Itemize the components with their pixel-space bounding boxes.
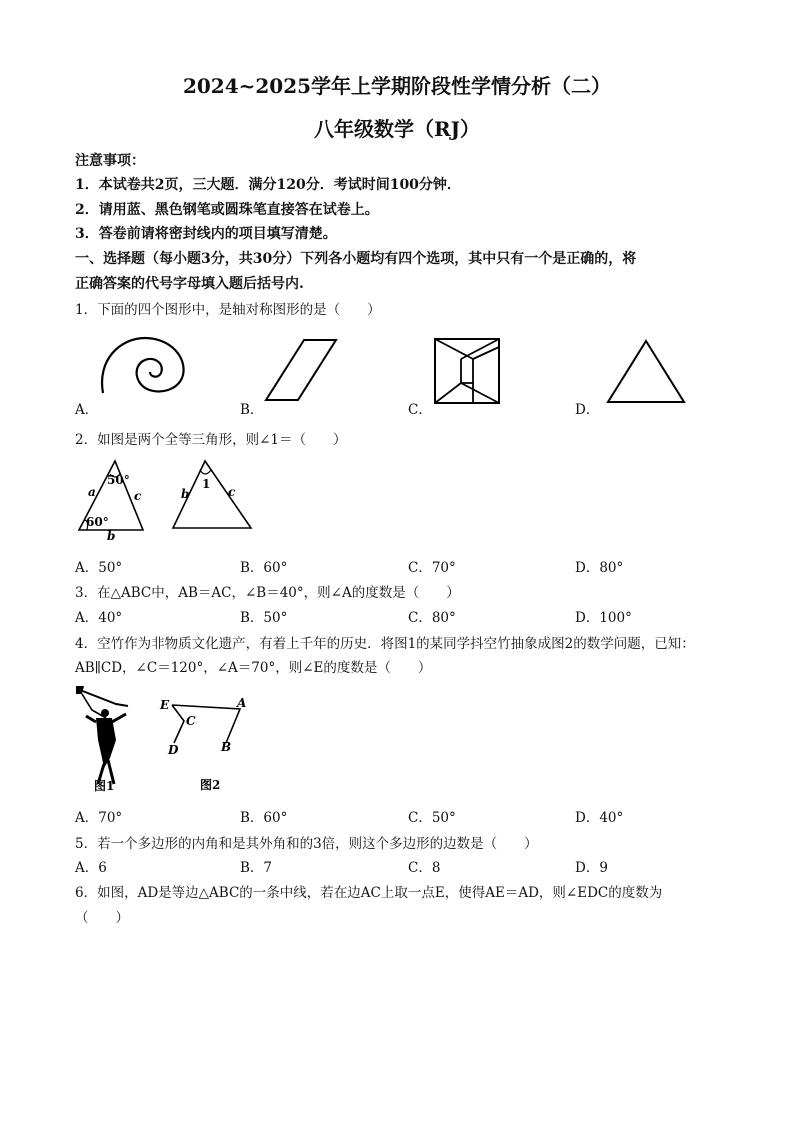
- q2-option-d: D．80°: [575, 560, 624, 576]
- q1-figure-d-triangle: [606, 338, 686, 404]
- question-4-stem-2: AB∥CD，∠C＝120°，∠A＝70°，则∠E的度数是（ ）: [75, 660, 432, 676]
- note-item-2: 2．请用蓝、黑色钢笔或圆珠笔直接答在试卷上。: [75, 202, 379, 218]
- q1-figure-a-spiral: [95, 335, 190, 395]
- question-5-stem: 5．若一个多边形的内角和是其外角和的3倍，则这个多边形的边数是（ ）: [75, 836, 538, 852]
- page-title: 2024~2025学年上学期阶段性学情分析（二）: [182, 74, 612, 98]
- q2-label-b2: b: [181, 487, 190, 501]
- q2-figure-triangles: [75, 458, 260, 543]
- section1-line1: 一、选择题（每小题3分，共30分）下列各小题均有四个选项，其中只有一个是正确的，将: [75, 251, 637, 267]
- q4-label-d: D: [168, 743, 179, 757]
- q3-option-d: D．100°: [575, 610, 632, 626]
- question-3-stem: 3．在△ABC中，AB＝AC，∠B＝40°，则∠A的度数是（ ）: [75, 585, 460, 601]
- q4-option-d: D．40°: [575, 810, 624, 826]
- q2-label-one: 1: [202, 477, 211, 491]
- question-4-stem: 4．空竹作为非物质文化遗产，有着上千年的历史．将图1的某同学抖空竹抽象成图2的数学问题，已知：: [75, 636, 695, 652]
- q2-label-angle-left: 60°: [86, 515, 109, 529]
- q5-option-d: D．9: [575, 860, 608, 876]
- q5-option-b: B．7: [240, 860, 273, 876]
- q2-label-angle-top: 50°: [107, 473, 130, 487]
- q4-label-fig1: 图1: [94, 779, 115, 793]
- q5-option-a: A．6: [75, 860, 107, 876]
- q2-label-c: c: [134, 489, 142, 503]
- q1-option-b: B．: [240, 402, 264, 418]
- q2-label-a: a: [88, 485, 96, 499]
- q3-option-a: A．40°: [75, 610, 123, 626]
- page-subtitle: 八年级数学（RJ）: [313, 117, 481, 141]
- q2-label-c2: c: [228, 485, 236, 499]
- q4-label-e: E: [160, 698, 170, 712]
- q4-label-b: B: [221, 740, 232, 754]
- q2-label-b: b: [107, 529, 116, 543]
- question-1-stem: 1．下面的四个图形中，是轴对称图形的是（ ）: [75, 302, 381, 318]
- q1-figure-b-parallelogram: [262, 338, 340, 403]
- q4-label-c: C: [186, 714, 196, 728]
- q3-option-b: B．50°: [240, 610, 288, 626]
- q4-option-b: B．60°: [240, 810, 288, 826]
- q4-label-fig2: 图2: [200, 778, 221, 792]
- q4-option-c: C．50°: [408, 810, 456, 826]
- notes-heading: 注意事项：: [75, 153, 145, 169]
- q2-option-a: A．50°: [75, 560, 123, 576]
- note-item-3: 3．答卷前请将密封线内的项目填写清楚。: [75, 226, 337, 242]
- q5-option-c: C．8: [408, 860, 441, 876]
- q1-figure-c-square-pinwheel: [433, 337, 503, 405]
- q2-option-b: B．60°: [240, 560, 288, 576]
- q4-label-a: A: [237, 696, 247, 710]
- q1-option-c: C．: [408, 402, 432, 418]
- q1-option-a: A．: [75, 402, 99, 418]
- question-2-stem: 2．如图是两个全等三角形，则∠1＝（ ）: [75, 432, 347, 448]
- section1-line2: 正确答案的代号字母填入题后括号内.: [75, 276, 304, 292]
- q2-option-c: C．70°: [408, 560, 456, 576]
- q4-figure-1-diabolo-player: [72, 684, 142, 794]
- question-6-stem-2: （ ）: [75, 910, 129, 926]
- q3-option-c: C．80°: [408, 610, 456, 626]
- q4-option-a: A．70°: [75, 810, 123, 826]
- note-item-1: 1．本试卷共2页，三大题．满分120分．考试时间100分钟．: [75, 177, 461, 193]
- q1-option-d: D．: [575, 402, 600, 418]
- q4-figure-2-geometry: [160, 695, 255, 793]
- question-6-stem: 6．如图，AD是等边△ABC的一条中线，若在边AC上取一点E，使得AE＝AD，则∠EDC的度数为: [75, 885, 663, 901]
